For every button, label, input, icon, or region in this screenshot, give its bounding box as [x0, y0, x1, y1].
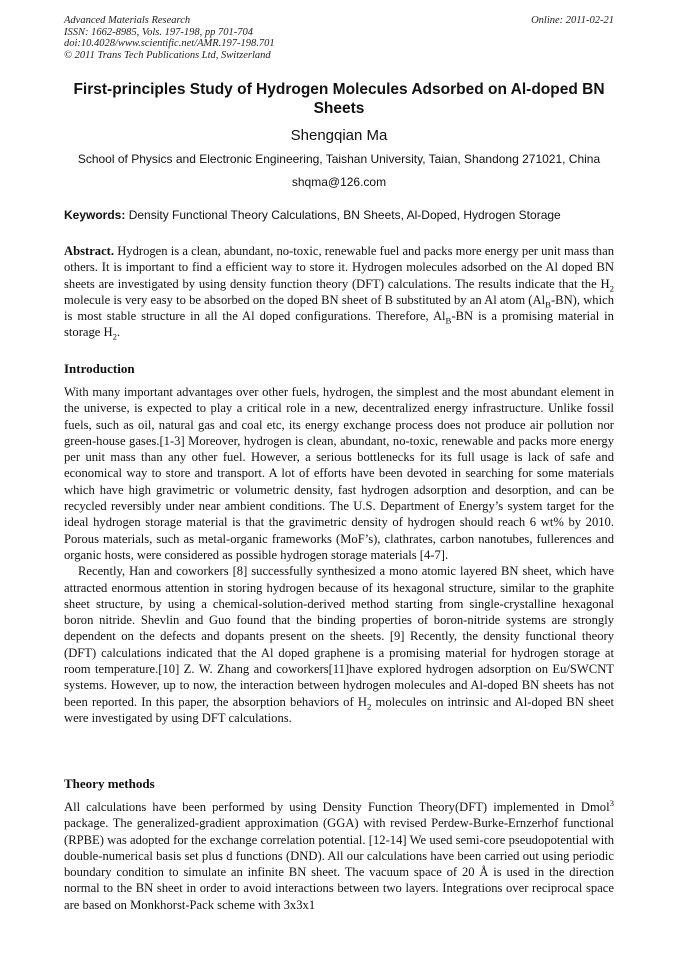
abstract-text-1: Hydrogen is a clean, abundant, no-toxic, renewable fuel and packs more energy per unit mass than others. It is important to find a efficient way to store it. Hydrogen molecules adsorbed on the Al doped BN sheets are investigated by using density function theory (DFT) calculations. The results indicate that the H — [64, 244, 614, 291]
intro-paragraph-2-b: molecules on intrinsic and Al-doped BN sheet were investigated by using DFT calculations. — [64, 694, 614, 725]
keywords-label: Keywords: — [64, 208, 126, 222]
author-name: Shengqian Ma — [290, 127, 388, 144]
journal-name: Advanced Materials Research — [64, 15, 191, 26]
abstract-sub-3: B — [445, 315, 452, 326]
abstract-sub-1: 2 — [609, 283, 614, 294]
paper-title: First-principles Study of Hydrogen Molecules Adsorbed on Al-doped BN Sheets — [73, 81, 605, 117]
theory-body — [64, 799, 614, 913]
keywords-text: Density Functional Theory Calculations, BN Sheets, Al-Doped, Hydrogen Storage — [128, 208, 561, 222]
doi-line: doi:10.4028/www.scientific.net/AMR.197-198.701 — [64, 38, 275, 50]
abstract-text-3: -BN), which is most stable structure in all the Al doped configurations. Therefore, Al — [64, 292, 614, 324]
theory-text-a: All calculations have been performed by using Density Function Theory(DFT) implemented in Dmol — [64, 800, 610, 814]
copyright-line: © 2011 Trans Tech Publications Ltd, Switzerland — [64, 49, 271, 61]
intro-paragraph-2 — [64, 563, 614, 726]
online-date: Online: 2011-02-21 — [531, 15, 614, 26]
issn-line: ISSN: 1662-8985, Vols. 197-198, pp 701-704 — [64, 26, 253, 38]
abstract-sub-2: B — [545, 299, 551, 310]
intro-paragraph-2-a: Recently, Han and coworkers [8] successfully synthesized a mono atomic layered BN sheet, which have attracted enormous attention in storing hydrogen because of its hexagonal structure, similar to the graphite sheet structure, by using a chemical-solution-derived method starting from single-crystalline hexagonal boron nitride. Shevlin and Guo found that the binding properties of boron-nitride systems are strongly dependent on the defects and dopants present on the sheets. [9] Recently, the density functional theory (DFT) calculations indicated that the Al doped graphene is a promising material for hydrogen storage at room temperature.[10] Z. W. Zhang and coworkers[11]have explored hydrogen adsorption on Eu/SWCNT systems. However, up to now, the interaction between hydrogen molecules and Al-doped BN sheets has not been reported. In this paper, the absorption behaviors of H — [64, 564, 614, 709]
intro-paragraph-1: With many important advantages over other fuels, hydrogen, the simplest and the most abundant element in the universe, is expected to play a critical role in a new, decentralized energy infrastructure. Unlike fossil fuels, such as oil, natural gas and coal etc, its energy exchange process does not produce air pollution nor green-house gases.[1-3] Moreover, hydrogen is clean, abundant, no-toxic, renewable and packs more energy per unit mass than any other fuel. However, a serious bottlenecks for its full usage is lack of safe and economical way to store and transport. A lot of efforts have been devoted in searching for some materials which have high gravimetric or volumetric density, fast hydrogen adsorption and desorption, and can be recycled reversibly under near ambient conditions. The U.S. Department of Energy’s system target for the ideal hydrogen storage material is that the gravimetric density of hydrogen should reach 6 wt% by 2010. Porous materials, such as metal-organic frameworks (MoF’s), clathrates, carbon nanotubes, fullerences and organic hosts, were considered as possible hydrogen storage materials [4-7]. — [64, 385, 614, 562]
abstract-text-4: -BN is a promising material in storage H — [64, 309, 614, 340]
introduction-body — [64, 384, 614, 726]
abstract-text-2: molecule is very easy to be absorbed on the doped BN sheet of B substituted by an Al atom (Al — [64, 292, 546, 307]
author-email: shqma@126.com — [291, 175, 387, 189]
intro-paragraph-2-sub: 2 — [366, 701, 372, 712]
abstract — [64, 243, 614, 341]
journal-header — [64, 15, 275, 61]
abstract-sub-4: 2 — [112, 332, 118, 342]
theory-sup: 3 — [609, 797, 614, 808]
affiliation: School of Physics and Electronic Engineering, Taishan University, Taian, Shandong 271021, China — [77, 152, 601, 166]
abstract-label: Abstract. — [64, 244, 115, 258]
theory-heading: Theory methods — [64, 776, 155, 791]
introduction-heading: Introduction — [64, 361, 135, 376]
theory-text-b: package. The generalized-gradient approximation (GGA) with revised Perdew-Burke-Ernzerhof functional (RPBE) was adopted for the exchange correlation potential. [12-14] We used semi-core pseudopotential with double-numerical basis set plus d functions (DND). All our calculations have been carried out using periodic boundary condition to simulate an infinite BN sheet. The vacuum space of 20 Å is used in the direction normal to the BN sheet in order to avoid interactions between two layers. Integrations over reciprocal space are based on Monkhorst-Pack scheme with 3x3x1 — [64, 816, 614, 912]
abstract-text-5: . — [117, 325, 121, 340]
keywords — [64, 208, 614, 222]
